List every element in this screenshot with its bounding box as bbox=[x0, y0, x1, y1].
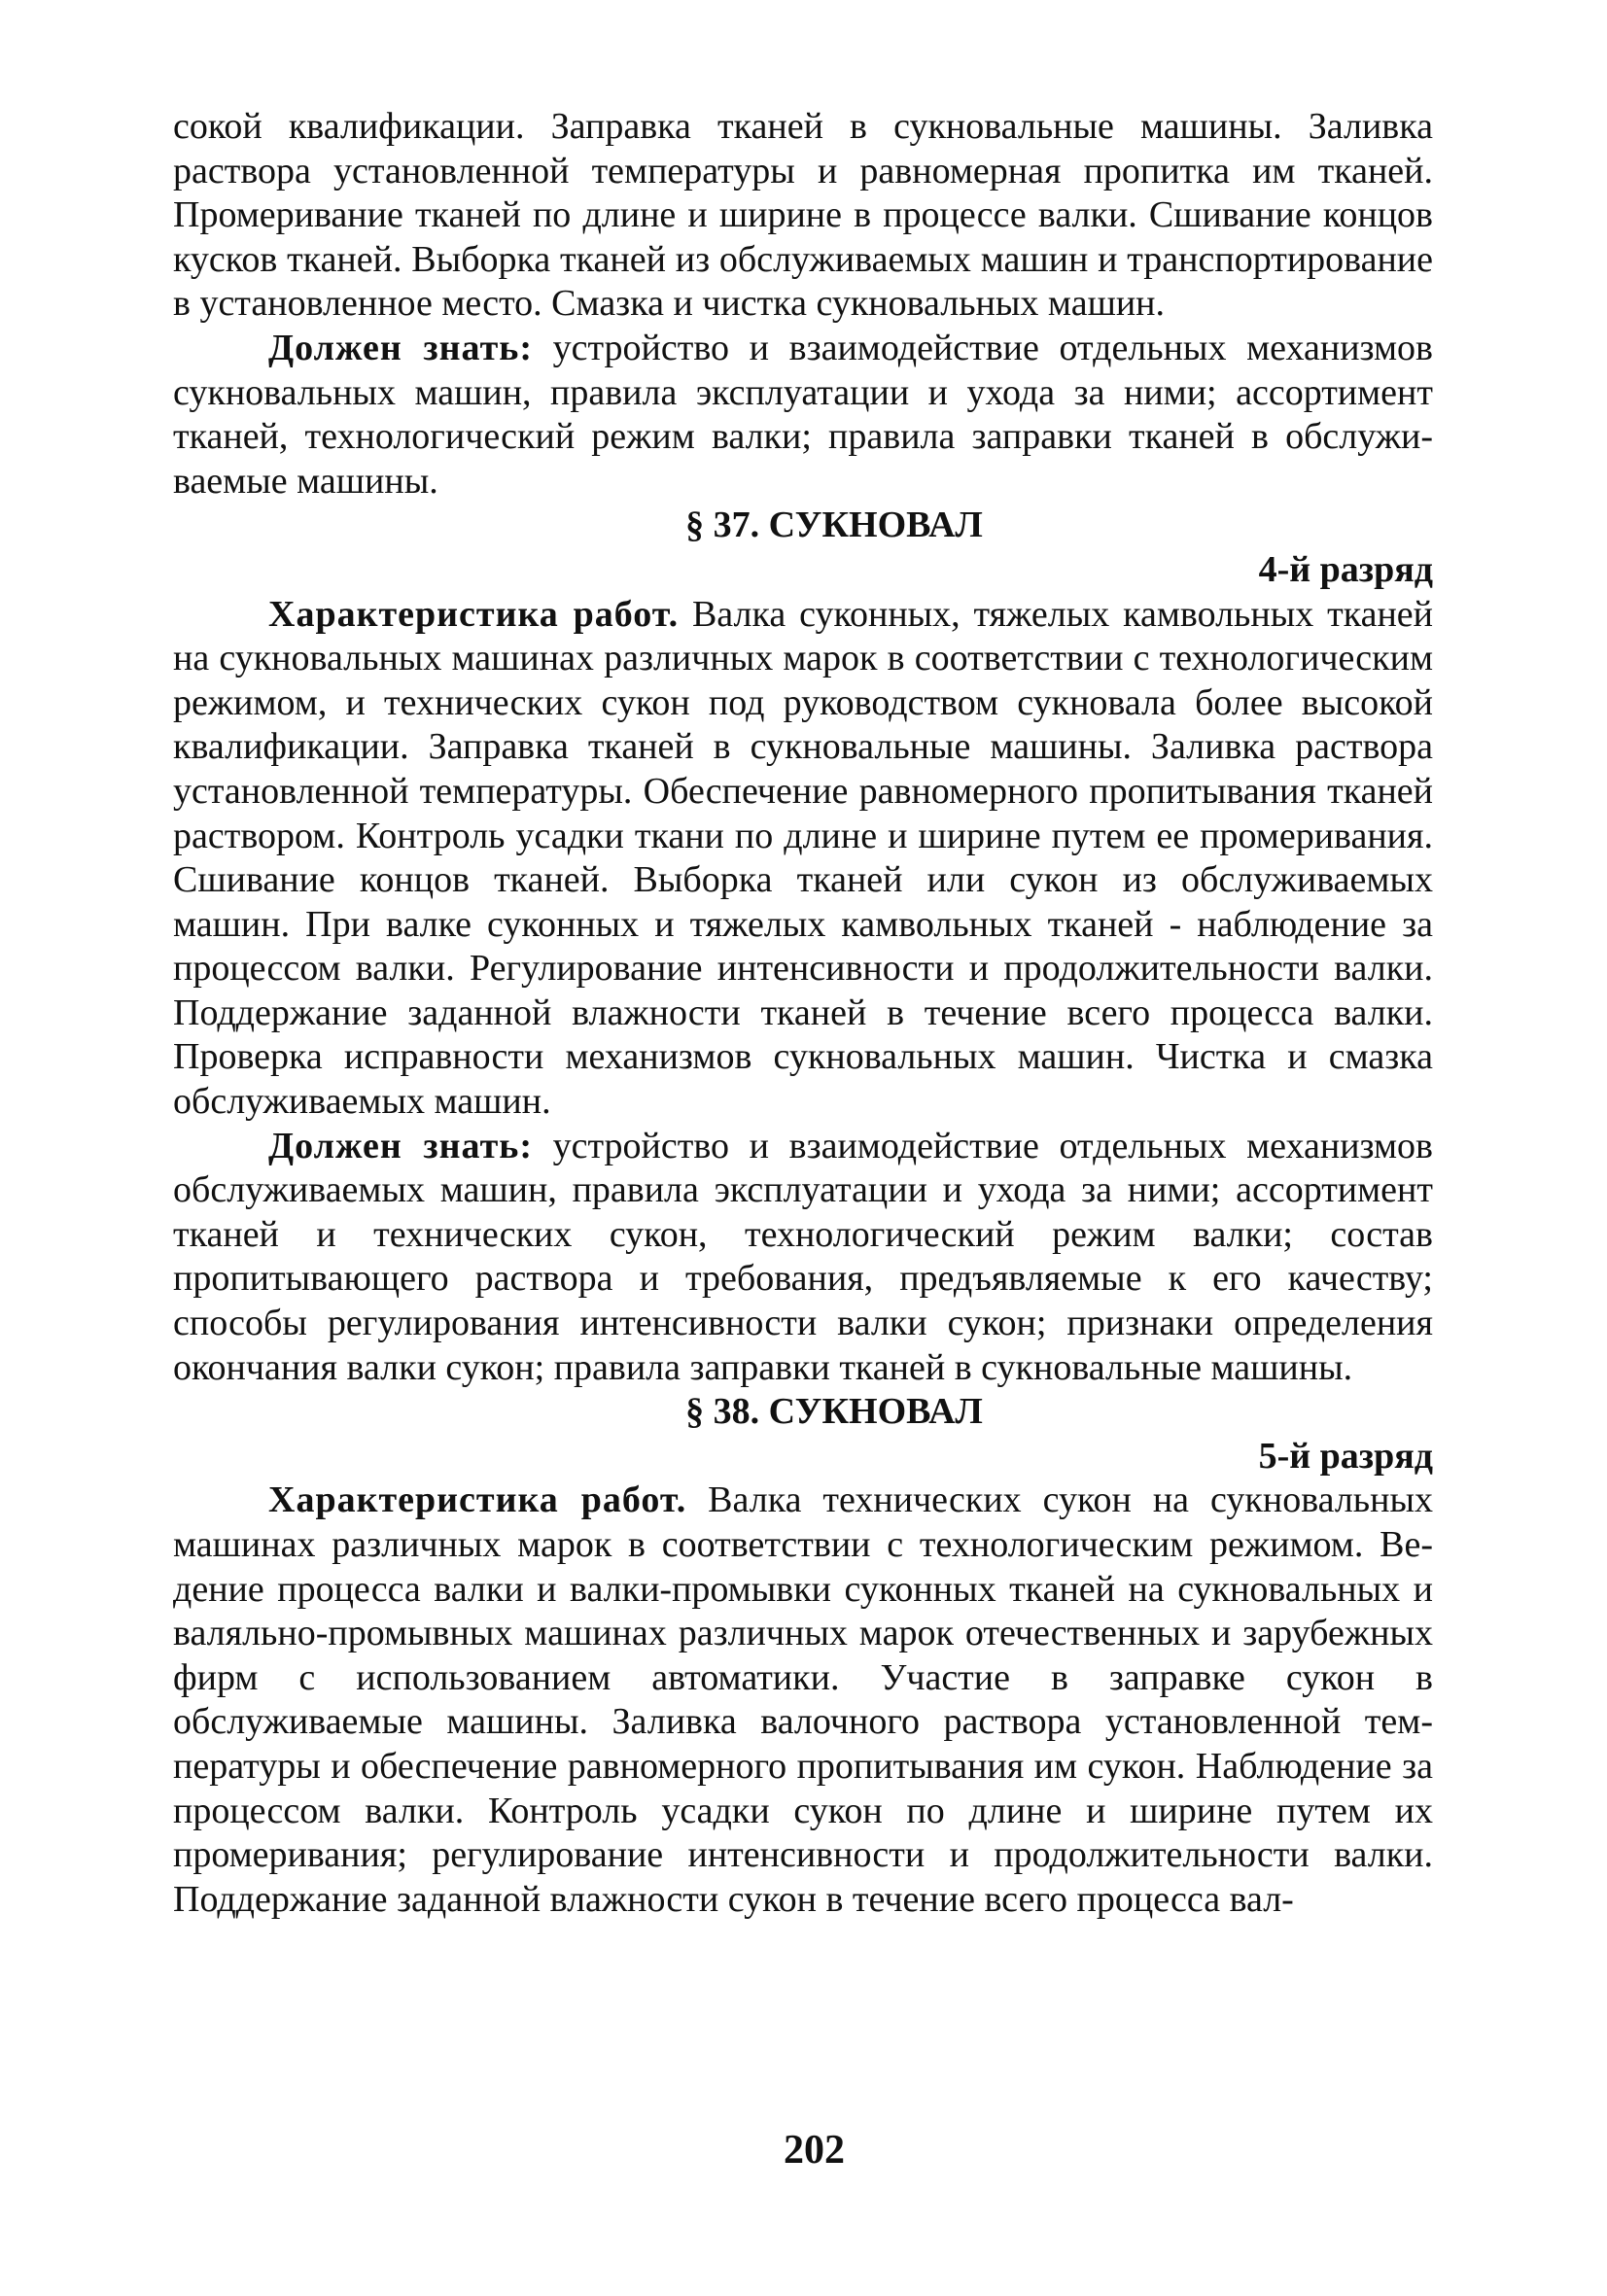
section-37-know-lead: Должен знать: bbox=[268, 1125, 533, 1166]
section-38-work-paragraph bbox=[173, 1478, 1433, 1922]
section-38-work-text: Валка технических сукон на сукновальных машинах различных марок в соответствии с технологическим режимом. Ведение процесса валки и валки-промывки суконных тканей на сукновальных и валяльно-промывных машинах различных марок отечественных и зарубежных фирм с использованием автоматики. Участие в заправке сукон в обслуживаемые машины. Заливка валочного раствора установленной температуры и обеспечение равномерного пропитывания им сукон. Наблюдение за процессом валки. Контроль усадки сукон по длине и ширине путем их промеривания; регулирование интенсивности и продолжительности валки. Поддержание заданной влажности сукон в течение всего процесса вал- bbox=[173, 1479, 1433, 1920]
section-37-work-text: Валка суконных, тяжелых камвольных тканей на сукновальных машинах различных марок в соответствии с технологическим режимом, и технических сукон под руководством сукновала более высокой квалификации. Заправка тканей в сукновальные машины. Заливка раствора установленной температуры. Обеспечение равномерного пропитывания тканей раствором. Контроль усадки ткани по длине и ширине путем ее промеривания. Сшивание концов тканей. Выборка тканей или сукон из обслуживаемых машин. При валке суконных и тяжелых камвольных тканей - наблюдение за процессом валки. Регулирование интенсивности и продолжительности валки. Поддержание заданной влажности тканей в течение всего процесса валки. Проверка исправности механизмов сукновальных машин. Чистка и смазка обслуживаемых машин. bbox=[173, 593, 1434, 1123]
section-37-work-lead: Характеристика работ. bbox=[268, 593, 680, 635]
section-38-heading: § 38. СУКНОВАЛ bbox=[685, 1391, 983, 1433]
section-37-know-paragraph bbox=[173, 1125, 1433, 1391]
section-38-grade: 5-й разряд bbox=[1258, 1435, 1433, 1477]
intro-know-paragraph bbox=[173, 327, 1433, 504]
intro-paragraph: сокой квалификации. Заправка тканей в сукновальные машины. Заливка раствора установленной температуры и равномерная пропитка им тканей. Промеривание тканей по длине и ширине в процессе валки. Сшивание концов кусков тканей. Выборка тканей из обслуживаемых машин и транспортирование в установленное место. Смазка и чистка сукновальных машин. bbox=[173, 106, 1433, 325]
intro-know-lead: Должен знать: bbox=[268, 327, 533, 368]
section-37-work-paragraph bbox=[173, 593, 1433, 1125]
page-number: 202 bbox=[784, 2128, 845, 2173]
section-37-know-text: устройство и взаимодействие отдельных механизмов обслуживаемых машин, правила эксплуатации и ухода за ними; ассортимент тканей и технических сукон, технологический режим валки; состав пропитывающего раствора и требования, предъявляемые к его качеству; способы регулирования интенсивности валки сукон; признаки определения окончания валки сукон; правила заправки тканей в сукновальные машины. bbox=[173, 1125, 1433, 1388]
intro-know-text: устройство и взаимодействие отдельных механизмов сукновальных машин, правила эксплуатации и ухода за ними; ассортимент тканей, технологический режим валки; правила заправки тканей в обслуживаемые машины. bbox=[173, 327, 1433, 502]
section-37-heading: § 37. СУКНОВАЛ bbox=[685, 504, 983, 546]
text-block bbox=[173, 105, 1433, 1922]
section-37-grade: 4-й разряд bbox=[1258, 548, 1433, 590]
section-38-work-lead: Характеристика работ. bbox=[268, 1479, 687, 1521]
